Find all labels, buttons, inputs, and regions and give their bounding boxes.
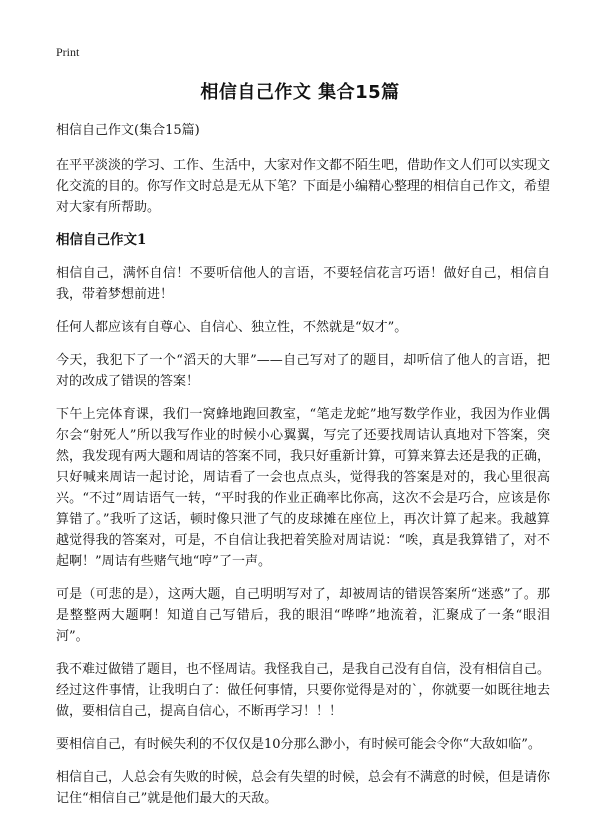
paragraph: 今天，我犯下了一个“滔天的大罪”——自己写对了的题目，却听信了他人的言语，把对的改成了错误的答案！ xyxy=(56,353,550,389)
page-title: 相信自己作文 集合15篇 xyxy=(200,82,400,103)
paragraph: 相信自己，人总会有失败的时候，总会有失望的时候，总会有不满意的时候，但是请你记住“相信自己”就是他们最大的天敌。 xyxy=(56,770,551,806)
paragraph: 要相信自己，有时候失利的不仅仅是10分那么渺小，有时候可能会令你“大敌如临”。 xyxy=(56,737,541,752)
paragraph: 我不难过做错了题目，也不怪周诘。我怪我自己，是我自己没有自信，没有相信自己。经过这件事情，让我明白了：做任何事情，只要你觉得是对的`，你就要一如既往地去做，要相信自己，提高自信心，不断再学习！！！ xyxy=(56,662,551,719)
section-heading: 相信自己作文1 xyxy=(56,232,147,248)
paragraph: 可是（可悲的是），这两大题，自己明明写对了，却被周诘的错误答案所“迷惑”了。那是整整两大题啊！知道自己写错后，我的眼泪“哗哗”地流着，汇聚成了一条“眼泪河”。 xyxy=(56,587,550,644)
print-link[interactable]: Print xyxy=(56,45,80,59)
article-body xyxy=(56,120,550,821)
intro-paragraph: 在平平淡淡的学习、工作、生活中，大家对作文都不陌生吧，借助作文人们可以实现文化交流的目的。你写作文时总是无从下笔？下面是小编精心整理的相信自己作文，希望对大家有所帮助。 xyxy=(56,158,551,215)
paragraph: 任何人都应该有自尊心、自信心、独立性，不然就是“奴才”。 xyxy=(56,320,408,335)
paragraph: 下午上完体育课，我们一窝蜂地跑回教室，“笔走龙蛇”地写数学作业，我因为作业偶尔会“射死人”所以我写作业的时候小心翼翼，写完了还要找周诘认真地对下答案，突然，我发现有两大题和周诘的答案不同，我只好重新计算，可算来算去还是我的正确，只好喊来周诘一起讨论，周诘看了一会也点点头，觉得我的答案是对的，我心里很高兴。“不过”周诘语气一转，“平时我的作业正确率比你高，这次不会是巧合，应该是你算错了。”我听了这话，顿时像只泄了气的皮球摊在座位上，再次计算了起来。我越算越觉得我的答案对，可是，不自信让我把着笑脸对周诘说：“唉，真是我算错了，对不起啊！”周诘有些赌气地“哼”了一声。 xyxy=(56,407,551,569)
paragraph: 相信自己，满怀自信！不要听信他人的言语，不要轻信花言巧语！做好自己，相信自我，带着梦想前进！ xyxy=(56,266,550,302)
article-subtitle: 相信自己作文(集合15篇) xyxy=(56,123,200,138)
